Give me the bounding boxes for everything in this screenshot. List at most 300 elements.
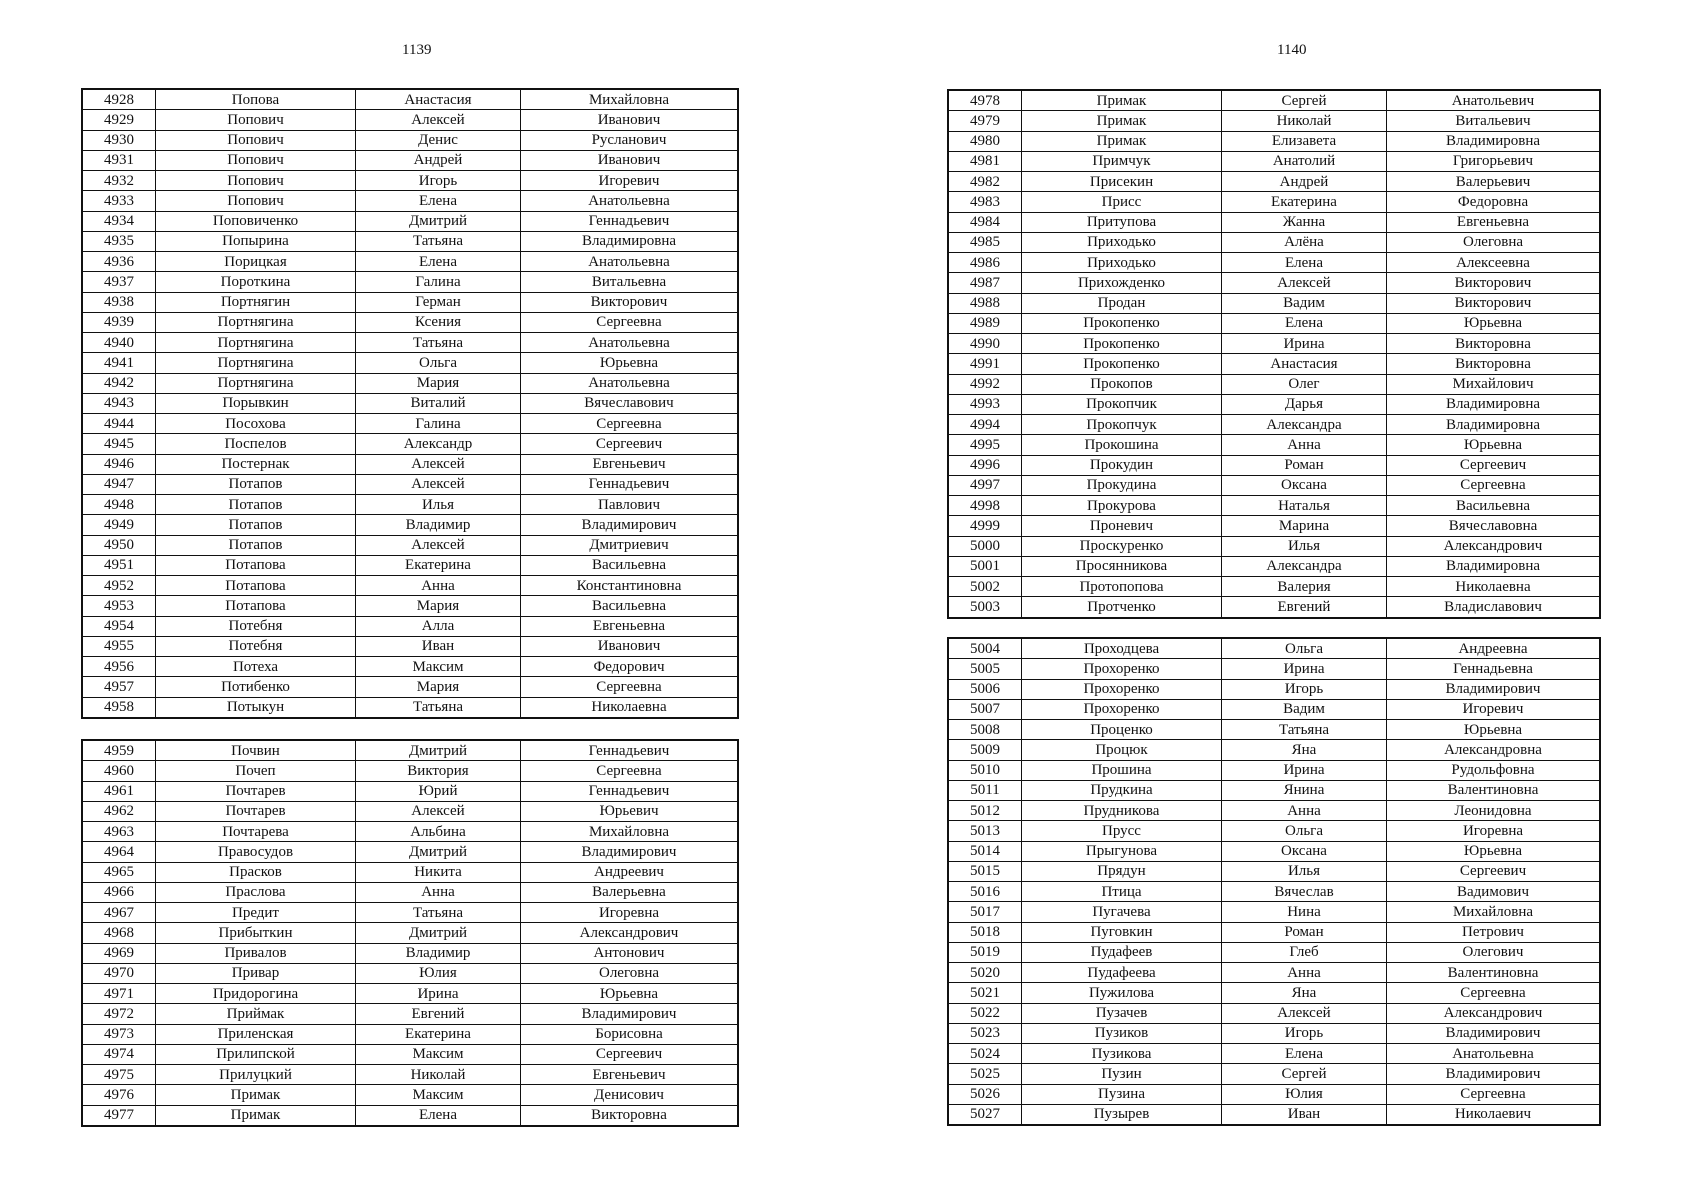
patronymic-cell: Владиславович [1387,597,1600,617]
row-number-cell: 4996 [949,455,1022,475]
first-name-cell: Максим [356,657,521,677]
row-number-cell: 4950 [83,535,156,555]
surname-cell: Пуговкин [1022,922,1222,942]
patronymic-cell: Владимирович [1387,679,1600,699]
row-number-cell: 4942 [83,373,156,393]
surname-cell: Праслова [156,882,356,902]
table-row [83,191,738,211]
table-row [83,110,738,130]
patronymic-cell: Викторовна [1387,354,1600,374]
first-name-cell: Алексей [356,474,521,494]
surname-cell: Поповиченко [156,211,356,231]
surname-cell: Приленская [156,1024,356,1044]
first-name-cell: Яна [1222,740,1387,760]
surname-cell: Прохоренко [1022,699,1222,719]
row-number-cell: 4931 [83,150,156,170]
patronymic-cell: Федорович [521,657,738,677]
row-number-cell: 5008 [949,720,1022,740]
first-name-cell: Юлия [356,963,521,983]
first-name-cell: Екатерина [356,1024,521,1044]
patronymic-cell: Олегович [1387,942,1600,962]
table-row [949,131,1600,151]
table-row [83,596,738,616]
first-name-cell: Валерия [1222,577,1387,597]
surname-cell: Присекин [1022,172,1222,192]
first-name-cell: Роман [1222,455,1387,475]
surname-cell: Прилипской [156,1044,356,1064]
table-row [83,535,738,555]
surname-cell: Прошина [1022,760,1222,780]
row-number-cell: 4932 [83,171,156,191]
table-row [949,1044,1600,1064]
patronymic-cell: Павлович [521,495,738,515]
table-row [83,1085,738,1105]
patronymic-cell: Русланович [521,130,738,150]
patronymic-cell: Михайлович [1387,374,1600,394]
first-name-cell: Андрей [356,150,521,170]
surname-cell: Проскуренко [1022,536,1222,556]
table-row [949,253,1600,273]
table-row [949,536,1600,556]
patronymic-cell: Геннадьевна [1387,659,1600,679]
row-number-cell: 4998 [949,496,1022,516]
patronymic-cell: Васильевна [1387,496,1600,516]
surname-cell: Портнягина [156,353,356,373]
table-row [949,760,1600,780]
first-name-cell: Глеб [1222,942,1387,962]
patronymic-cell: Григорьевич [1387,151,1600,171]
table-row [83,657,738,677]
table-row [949,111,1600,131]
table-row [83,963,738,983]
surname-cell: Прокурова [1022,496,1222,516]
first-name-cell: Анна [1222,801,1387,821]
first-name-cell: Игорь [1222,679,1387,699]
row-number-cell: 5027 [949,1104,1022,1124]
row-number-cell: 4953 [83,596,156,616]
row-number-cell: 4936 [83,252,156,272]
row-number-cell: 4959 [83,741,156,761]
row-number-cell: 4966 [83,882,156,902]
row-number-cell: 5026 [949,1084,1022,1104]
surname-cell: Продан [1022,293,1222,313]
table-row [83,292,738,312]
surname-cell: Попович [156,110,356,130]
patronymic-cell: Сергеевич [1387,455,1600,475]
row-number-cell: 4985 [949,232,1022,252]
surname-cell: Попович [156,191,356,211]
surname-cell: Портнягина [156,373,356,393]
row-number-cell: 4954 [83,616,156,636]
row-number-cell: 5020 [949,963,1022,983]
surname-cell: Прокопчук [1022,415,1222,435]
table-row [83,677,738,697]
row-number-cell: 4956 [83,657,156,677]
right-table-bottom [948,638,1600,1125]
table-row [949,374,1600,394]
table-row [949,1064,1600,1084]
row-number-cell: 4972 [83,1004,156,1024]
surname-cell: Порывкин [156,393,356,413]
first-name-cell: Ирина [1222,659,1387,679]
table-row [949,232,1600,252]
first-name-cell: Игорь [356,171,521,191]
surname-cell: Приходько [1022,253,1222,273]
first-name-cell: Евгений [1222,597,1387,617]
row-number-cell: 4986 [949,253,1022,273]
surname-cell: Портнягин [156,292,356,312]
first-name-cell: Максим [356,1085,521,1105]
first-name-cell: Виктория [356,761,521,781]
row-number-cell: 4947 [83,474,156,494]
table-row [949,313,1600,333]
patronymic-cell: Викторовна [521,1105,738,1125]
patronymic-cell: Юрьевна [1387,435,1600,455]
row-number-cell: 4974 [83,1044,156,1064]
row-number-cell: 5002 [949,577,1022,597]
patronymic-cell: Александрович [1387,536,1600,556]
patronymic-cell: Сергеевна [521,761,738,781]
table-row [949,902,1600,922]
patronymic-cell: Сергеевна [521,677,738,697]
row-number-cell: 4969 [83,943,156,963]
row-number-cell: 5003 [949,597,1022,617]
patronymic-cell: Евгеньевна [1387,212,1600,232]
patronymic-cell: Дмитриевич [521,535,738,555]
patronymic-cell: Геннадьевич [521,741,738,761]
patronymic-cell: Олеговна [1387,232,1600,252]
table-row [83,474,738,494]
surname-cell: Примак [156,1085,356,1105]
patronymic-cell: Анатольевна [521,333,738,353]
first-name-cell: Сергей [1222,91,1387,111]
table-row [83,862,738,882]
surname-cell: Прокопенко [1022,354,1222,374]
table-row [949,455,1600,475]
first-name-cell: Роман [1222,922,1387,942]
surname-cell: Потебня [156,636,356,656]
patronymic-cell: Геннадьевич [521,211,738,231]
patronymic-cell: Александрович [1387,1003,1600,1023]
row-number-cell: 5018 [949,922,1022,942]
first-name-cell: Илья [1222,536,1387,556]
first-name-cell: Жанна [1222,212,1387,232]
row-number-cell: 4955 [83,636,156,656]
first-name-cell: Максим [356,1044,521,1064]
patronymic-cell: Вячеславовна [1387,516,1600,536]
surname-cell: Примак [1022,131,1222,151]
first-name-cell: Иван [1222,1104,1387,1124]
row-number-cell: 4993 [949,394,1022,414]
first-name-cell: Мария [356,373,521,393]
first-name-cell: Ольга [356,353,521,373]
surname-cell: Постернак [156,454,356,474]
table-row [949,963,1600,983]
patronymic-cell: Николаевна [1387,577,1600,597]
table-row [83,822,738,842]
row-number-cell: 4945 [83,434,156,454]
patronymic-cell: Юрьевич [521,801,738,821]
table-row [83,515,738,535]
first-name-cell: Николай [1222,111,1387,131]
patronymic-cell: Михайловна [1387,902,1600,922]
first-name-cell: Ирина [356,984,521,1004]
row-number-cell: 5004 [949,639,1022,659]
table-row [949,821,1600,841]
surname-cell: Птица [1022,882,1222,902]
table-row [83,211,738,231]
row-number-cell: 4965 [83,862,156,882]
surname-cell: Почвин [156,741,356,761]
patronymic-cell: Игоревна [1387,821,1600,841]
surname-cell: Привалов [156,943,356,963]
first-name-cell: Татьяна [356,333,521,353]
table-row [949,334,1600,354]
surname-cell: Пузин [1022,1064,1222,1084]
patronymic-cell: Андреевна [1387,639,1600,659]
first-name-cell: Альбина [356,822,521,842]
surname-cell: Попова [156,90,356,110]
surname-cell: Почеп [156,761,356,781]
surname-cell: Проневич [1022,516,1222,536]
surname-cell: Привар [156,963,356,983]
patronymic-cell: Николаевна [521,697,738,717]
surname-cell: Примчук [1022,151,1222,171]
table-row [83,1065,738,1085]
surname-cell: Потапова [156,576,356,596]
surname-cell: Попович [156,171,356,191]
surname-cell: Присс [1022,192,1222,212]
table-row [949,91,1600,111]
surname-cell: Потыкун [156,697,356,717]
first-name-cell: Елена [1222,1044,1387,1064]
row-number-cell: 4973 [83,1024,156,1044]
surname-cell: Прохоренко [1022,679,1222,699]
first-name-cell: Елена [1222,313,1387,333]
first-name-cell: Елена [356,1105,521,1125]
table-row [949,172,1600,192]
patronymic-cell: Анатольевна [521,373,738,393]
patronymic-cell: Иванович [521,636,738,656]
row-number-cell: 5024 [949,1044,1022,1064]
first-name-cell: Оксана [1222,841,1387,861]
first-name-cell: Сергей [1222,1064,1387,1084]
patronymic-cell: Викторовна [1387,334,1600,354]
table-row [83,231,738,251]
first-name-cell: Елизавета [1222,131,1387,151]
patronymic-cell: Иванович [521,110,738,130]
table-row [949,556,1600,576]
table-row [949,983,1600,1003]
surname-cell: Прохоренко [1022,659,1222,679]
surname-cell: Посохова [156,414,356,434]
patronymic-cell: Сергеевна [521,312,738,332]
surname-cell: Процюк [1022,740,1222,760]
surname-cell: Попырина [156,231,356,251]
table-row [949,496,1600,516]
row-number-cell: 4952 [83,576,156,596]
table-row [949,354,1600,374]
surname-cell: Почтарева [156,822,356,842]
row-number-cell: 4941 [83,353,156,373]
first-name-cell: Дмитрий [356,923,521,943]
first-name-cell: Юлия [1222,1084,1387,1104]
row-number-cell: 4989 [949,313,1022,333]
first-name-cell: Алексей [356,801,521,821]
table-row [83,801,738,821]
row-number-cell: 5006 [949,679,1022,699]
first-name-cell: Нина [1222,902,1387,922]
patronymic-cell: Владимирович [521,515,738,535]
patronymic-cell: Юрьевна [1387,841,1600,861]
row-number-cell: 4988 [949,293,1022,313]
patronymic-cell: Владимирович [521,1004,738,1024]
surname-cell: Порицкая [156,252,356,272]
patronymic-cell: Валерьевич [1387,172,1600,192]
first-name-cell: Александра [1222,415,1387,435]
surname-cell: Потапова [156,555,356,575]
surname-cell: Притупова [1022,212,1222,232]
first-name-cell: Дмитрий [356,741,521,761]
first-name-cell: Денис [356,130,521,150]
surname-cell: Потапова [156,596,356,616]
row-number-cell: 4987 [949,273,1022,293]
patronymic-cell: Евгеньевич [521,454,738,474]
row-number-cell: 5019 [949,942,1022,962]
patronymic-cell: Алексеевна [1387,253,1600,273]
first-name-cell: Галина [356,414,521,434]
surname-cell: Прудникова [1022,801,1222,821]
table-row [83,984,738,1004]
patronymic-cell: Александровна [1387,740,1600,760]
first-name-cell: Елена [356,191,521,211]
first-name-cell: Екатерина [1222,192,1387,212]
row-number-cell: 4935 [83,231,156,251]
row-number-cell: 4937 [83,272,156,292]
table-row [83,393,738,413]
patronymic-cell: Борисовна [521,1024,738,1044]
table-row [83,1105,738,1125]
row-number-cell: 5017 [949,902,1022,922]
surname-cell: Пороткина [156,272,356,292]
row-number-cell: 5014 [949,841,1022,861]
row-number-cell: 4971 [83,984,156,1004]
surname-cell: Почтарев [156,801,356,821]
table-row [83,252,738,272]
row-number-cell: 5001 [949,556,1022,576]
first-name-cell: Дарья [1222,394,1387,414]
row-number-cell: 4943 [83,393,156,413]
table-row [949,597,1600,617]
table-row [83,903,738,923]
first-name-cell: Алёна [1222,232,1387,252]
row-number-cell: 4983 [949,192,1022,212]
row-number-cell: 4964 [83,842,156,862]
surname-cell: Примак [1022,91,1222,111]
patronymic-cell: Михайловна [521,822,738,842]
row-number-cell: 5013 [949,821,1022,841]
surname-cell: Попович [156,130,356,150]
left-table-bottom [82,740,738,1126]
patronymic-cell: Витальевич [1387,111,1600,131]
row-number-cell: 4938 [83,292,156,312]
left-page-number: 1139 [402,42,432,58]
row-number-cell: 4997 [949,475,1022,495]
first-name-cell: Юрий [356,781,521,801]
table-row [949,1003,1600,1023]
row-number-cell: 4995 [949,435,1022,455]
patronymic-cell: Юрьевна [521,353,738,373]
patronymic-cell: Юрьевна [521,984,738,1004]
first-name-cell: Олег [1222,374,1387,394]
patronymic-cell: Иванович [521,150,738,170]
row-number-cell: 4979 [949,111,1022,131]
row-number-cell: 4994 [949,415,1022,435]
row-number-cell: 5025 [949,1064,1022,1084]
row-number-cell: 4991 [949,354,1022,374]
first-name-cell: Оксана [1222,475,1387,495]
row-number-cell: 5000 [949,536,1022,556]
surname-cell: Проценко [1022,720,1222,740]
patronymic-cell: Антонович [521,943,738,963]
surname-cell: Пузина [1022,1084,1222,1104]
row-number-cell: 4960 [83,761,156,781]
table-row [949,922,1600,942]
patronymic-cell: Владимировна [1387,131,1600,151]
first-name-cell: Екатерина [356,555,521,575]
table-row [949,699,1600,719]
surname-cell: Потапов [156,474,356,494]
patronymic-cell: Вадимович [1387,882,1600,902]
first-name-cell: Анатолий [1222,151,1387,171]
table-row [949,435,1600,455]
surname-cell: Пудафеев [1022,942,1222,962]
first-name-cell: Ксения [356,312,521,332]
row-number-cell: 4984 [949,212,1022,232]
first-name-cell: Николай [356,1065,521,1085]
first-name-cell: Виталий [356,393,521,413]
surname-cell: Поспелов [156,434,356,454]
table-row [949,780,1600,800]
row-number-cell: 4963 [83,822,156,842]
surname-cell: Портнягина [156,312,356,332]
patronymic-cell: Олеговна [521,963,738,983]
table-row [83,414,738,434]
patronymic-cell: Викторович [521,292,738,312]
surname-cell: Потапов [156,515,356,535]
patronymic-cell: Игоревна [521,903,738,923]
surname-cell: Пугачева [1022,902,1222,922]
row-number-cell: 5022 [949,1003,1022,1023]
row-number-cell: 4949 [83,515,156,535]
row-number-cell: 5021 [949,983,1022,1003]
patronymic-cell: Сергеевич [521,434,738,454]
first-name-cell: Вадим [1222,293,1387,313]
patronymic-cell: Федоровна [1387,192,1600,212]
first-name-cell: Мария [356,596,521,616]
row-number-cell: 4977 [83,1105,156,1125]
first-name-cell: Александра [1222,556,1387,576]
table-row [949,801,1600,821]
patronymic-cell: Сергеевна [1387,983,1600,1003]
first-name-cell: Елена [1222,253,1387,273]
row-number-cell: 4948 [83,495,156,515]
table-row [83,171,738,191]
table-row [949,273,1600,293]
patronymic-cell: Николаевич [1387,1104,1600,1124]
first-name-cell: Алексей [1222,273,1387,293]
table-row [949,516,1600,536]
